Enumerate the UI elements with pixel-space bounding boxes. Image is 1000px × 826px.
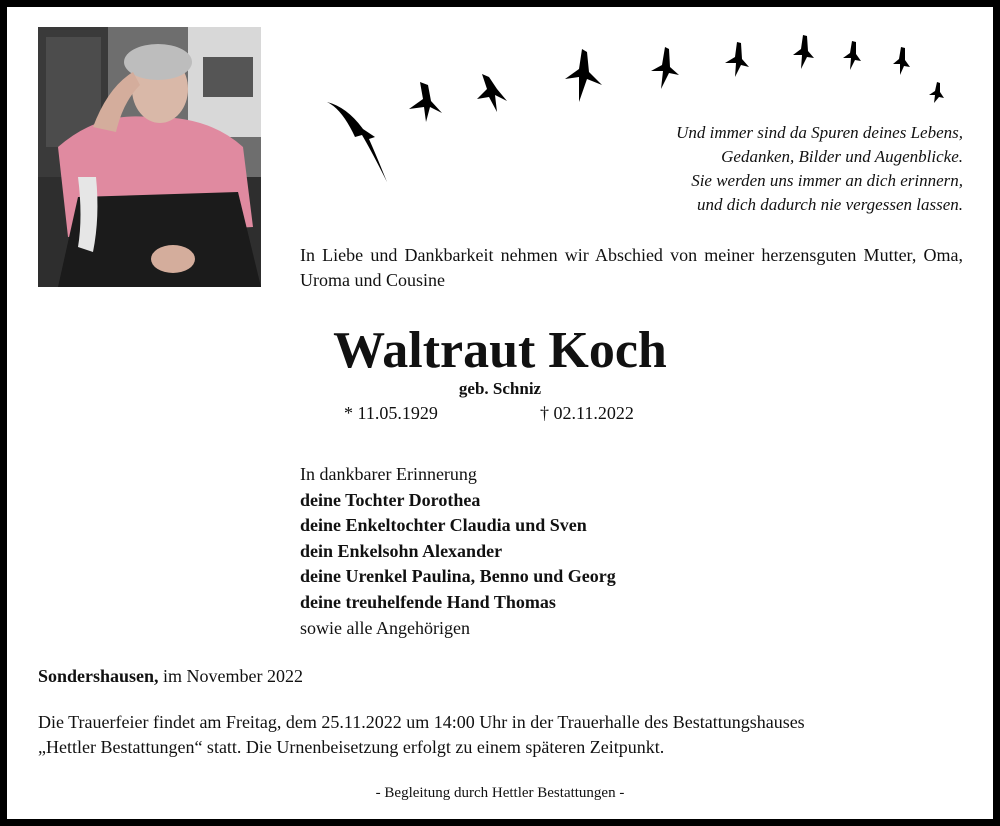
bird-icon — [793, 35, 814, 69]
mourners-list — [300, 462, 960, 641]
poem-line: Sie werden uns immer an dich erinnern, — [691, 171, 963, 190]
place-date: im November 2022 — [158, 666, 304, 686]
bird-icon — [327, 102, 387, 182]
service-line: Die Trauerfeier findet am Freitag, dem 25.11.2022 um 14:00 Uhr in der Trauerhalle des Bestattungshauses — [38, 712, 805, 732]
bird-icon — [893, 47, 910, 75]
birth-date: * 11.05.1929 — [344, 403, 438, 423]
mourner-name: deine treuhelfende Hand Thomas — [300, 591, 556, 612]
birth-name: geb. Schniz — [458, 379, 542, 398]
deceased-name: Waltraut Koch — [333, 322, 667, 379]
place-date-line — [38, 664, 303, 688]
place-city: Sondershausen, — [38, 666, 159, 686]
bird-icon — [725, 42, 749, 77]
mourner-name: deine Enkeltochter Claudia und Sven — [300, 515, 587, 536]
bird-icon — [477, 74, 507, 112]
poem-line: und dich dadurch nie vergessen lassen. — [697, 195, 963, 214]
poem-line: Gedanken, Bilder und Augenblicke. — [721, 147, 963, 166]
mourners-closing: sowie alle Angehörigen — [300, 617, 470, 638]
poem — [543, 121, 963, 217]
bird-icon — [651, 47, 679, 89]
poem-line: Und immer sind da Spuren deines Lebens, — [676, 123, 963, 142]
bird-icon — [565, 49, 602, 102]
mourner-name: deine Urenkel Paulina, Benno und Georg — [300, 566, 616, 587]
bird-icon — [843, 41, 861, 70]
mourner-name: dein Enkelsohn Alexander — [300, 540, 503, 561]
service-line: „Hettler Bestattungen“ statt. Die Urnenbeisetzung erfolgt zu einem späteren Zeitpunkt. — [38, 737, 665, 757]
service-info — [38, 710, 966, 760]
footer-credit: - Begleitung durch Hettler Bestattungen - — [375, 785, 625, 801]
portrait-photo — [38, 27, 261, 287]
intro-text: In Liebe und Dankbarkeit nehmen wir Abschied von meiner herzensguten Mutter, Oma, Uroma und Cousine — [300, 245, 963, 290]
bird-icon — [409, 82, 442, 122]
death-date: † 02.11.2022 — [540, 403, 634, 423]
mourners-lead: In dankbarer Erinnerung — [300, 464, 477, 484]
mourner-name: deine Tochter Dorothea — [300, 489, 481, 510]
bird-icon — [929, 82, 944, 103]
